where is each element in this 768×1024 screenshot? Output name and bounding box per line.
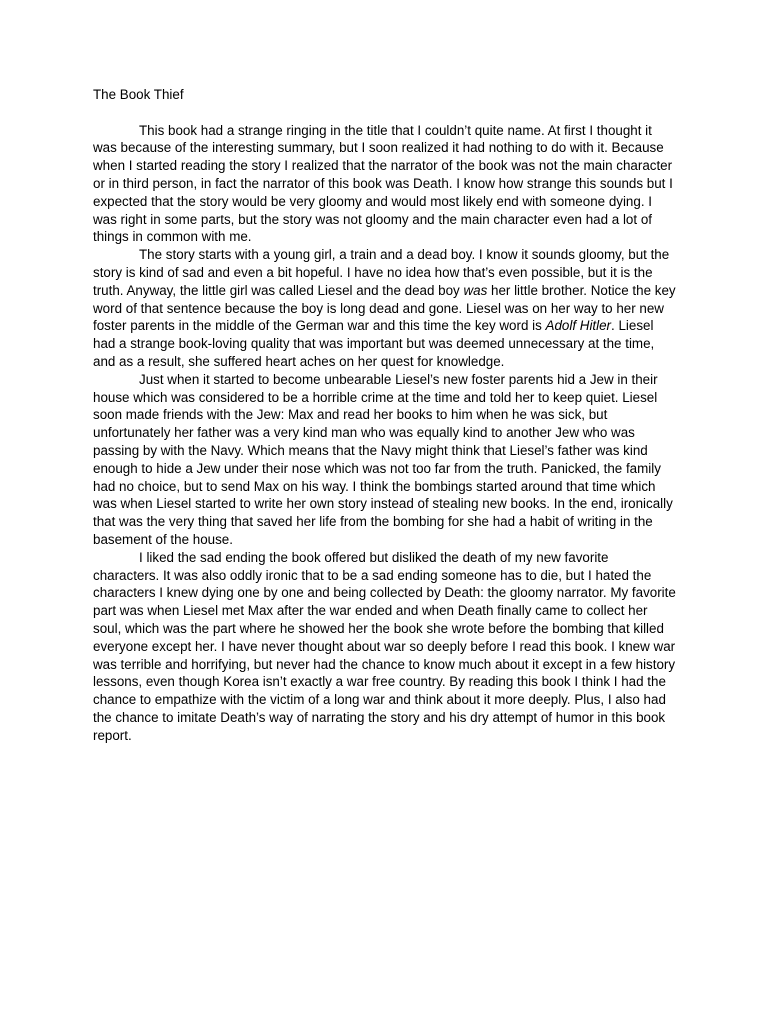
document-body [93,122,677,745]
paragraph-text: The story starts with a young girl, a train and a dead boy. I know it sounds gloomy, but the story is kind of sad and even a bit hopeful. I have no idea how that’s even possible, but it is the truth. Anyway, the little girl was called Liesel and the dead boy [93,247,670,298]
body-paragraph [93,246,677,371]
document-title: The Book Thief [93,87,184,102]
body-paragraph [93,122,677,247]
paragraph-text: Just when it started to become unbearable Liesel’s new foster parents hid a Jew in their house which was considered to be a horrible crime at the time and told her to keep quiet. Liesel soon made friends with the Jew: Max and read her books to him when he was sick, but unfortunately her father was a very kind man who was equally kind to another Jew who was passing by with the Navy. Which means that the Navy might think that Liesel’s father was kind enough to hide a Jew under their nose which was not too far from the truth. Panicked, the family had no choice, but to send Max on his way. I think the bombings started around that time which was when Liesel started to write her own story instead of stealing new books. In the end, ironically that was the very thing that saved her life from the bombing for she had a habit of writing in the basement of the house. [93,371,673,547]
paragraph-text: This book had a strange ringing in the title that I couldn’t quite name. At first I thought it was because of the interesting summary, but I soon realized it had nothing to do with it. Because when I started reading the story I realized that the narrator of the book was not the main character or in third person, in fact the narrator of this book was Death. I know how strange this sounds but I expected that the story would be very gloomy and would most likely end with someone dying. I was right in some parts, but the story was not gloomy and the main character even had a lot of things in common with me. [93,122,673,245]
italic-text: was [463,282,488,298]
document-page [93,86,677,744]
paragraph-text: her little brother. Notice the key word of that sentence because the boy is long dead and gone. Liesel was on her way to her new foster parents in the middle of the German war and this time the key word is [93,282,676,334]
paragraph-text: I liked the sad ending the book offered but disliked the death of my new favorite characters. It was also oddly ironic that to be a sad ending someone has to die, but I hated the characters I knew dying one by one and being collected by Death: the gloomy narrator. My favorite part was when Liesel met Max after the war ended and when Death finally came to collect her soul, which was the part where he showed her the book she wrote before the bombing that killed everyone except her. I have never thought about war so deeply before I read this book. I knew war was terrible and horrifying, but never had the chance to know much about it except in a few history lessons, even though Korea isn’t exactly a war free country. By reading this book I think I had the chance to empathize with the victim of a long war and think about it more deeply. Plus, I also had the chance to imitate Death’s way of narrating the story and his dry attempt of humor in this book report. [93,549,676,743]
italic-text: Adolf Hitler [545,318,612,334]
body-paragraph [93,549,677,745]
paragraph-text: . Liesel had a strange book-loving quality that was important but was deemed unnecessary at the time, and as a result, she suffered heart aches on her quest for knowledge. [93,318,655,369]
body-paragraph [93,371,677,549]
